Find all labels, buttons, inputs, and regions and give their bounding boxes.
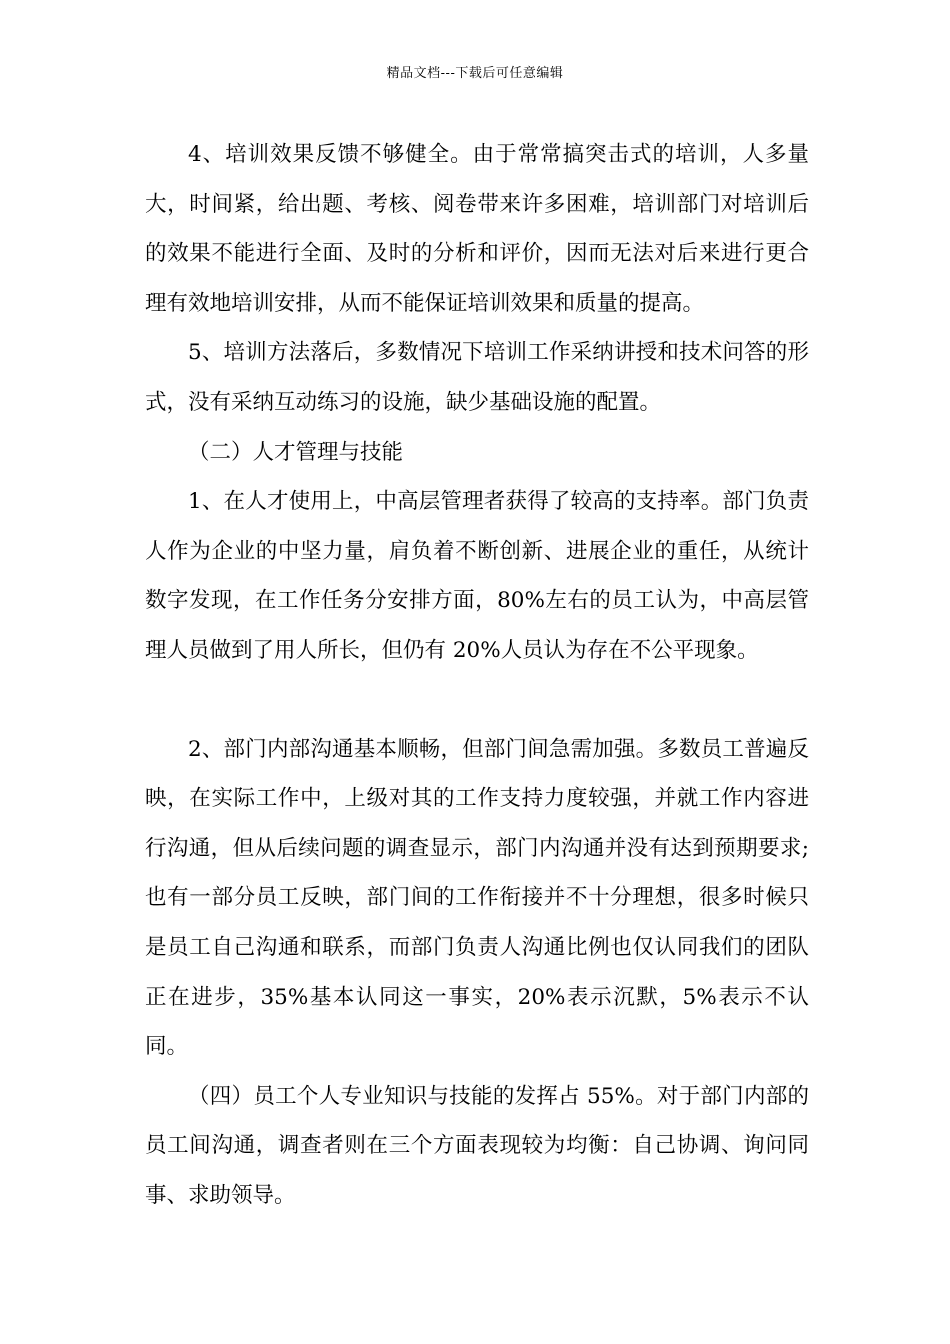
paragraph-spacer	[145, 676, 809, 725]
page-header: 精品文档---下载后可任意编辑	[386, 66, 564, 81]
section-heading-talent-management: （二）人才管理与技能	[188, 439, 404, 465]
document-body	[145, 130, 809, 1220]
paragraph-training-methods: 5、培训方法落后，多数情况下培训工作采纳讲授和技术问答的形式，没有采纳互动练习的设施，缺少基础设施的配置。	[145, 340, 809, 415]
paragraph-talent-usage: 1、在人才使用上，中高层管理者获得了较高的支持率。部门负责人作为企业的中坚力量，肩负着不断创新、进展企业的重任，从统计数字发现，在工作任务分安排方面，80%左右的员工认为，中高层管理人员做到了用人所长，但仍有 20%人员认为存在不公平现象。	[145, 489, 809, 663]
paragraph-department-communication: 2、部门内部沟通基本顺畅，但部门间急需加强。多数员工普遍反映，在实际工作中，上级对其的工作支持力度较强，并就工作内容进行沟通，但从后续问题的调查显示，部门内沟通并没有达到预期要求;也有一部分员工反映，部门间的工作衔接并不十分理想，很多时候只是员工自己沟通和联系，而部门负责人沟通比例也仅认同我们的团队正在进步，35%基本认同这一事实，20%表示沉默，5%表示不认同。	[145, 736, 809, 1060]
paragraph-training-feedback: 4、培训效果反馈不够健全。由于常常搞突击式的培训，人多量大，时间紧，给出题、考核、阅卷带来许多困难，培训部门对培训后的效果不能进行全面、及时的分析和评价，因而无法对后来进行更合理有效地培训安排，从而不能保证培训效果和质量的提高。	[145, 142, 809, 316]
paragraph-employee-skills: （四）员工个人专业知识与技能的发挥占 55%。对于部门内部的员工间沟通，调查者则在三个方面表现较为均衡：自己协调、询问同事、求助领导。	[145, 1083, 809, 1208]
